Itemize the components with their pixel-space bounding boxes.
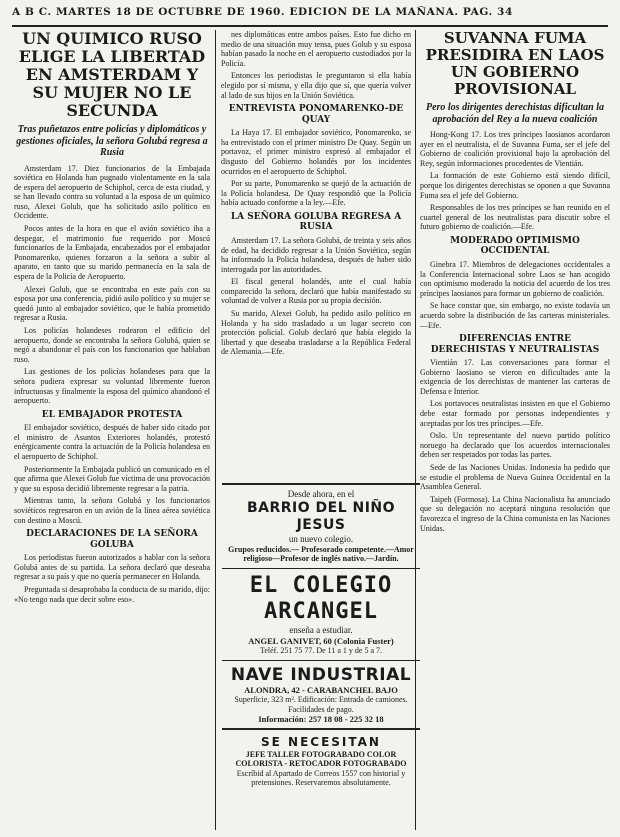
ad-address: ANGEL GANIVET, 60 (Colonia Fuster) (248, 636, 394, 646)
deck-suvanna: Pero los dirigentes derechistas dificultan la aprobación del Rey a la nueva coalición (425, 102, 605, 125)
ad-description: Superficie, 323 m². Edificación: Entrada de camiones. Facilidades de pago. (234, 695, 408, 714)
ad-address: ALONDRA, 42 - CARABANCHEL BAJO (244, 685, 398, 695)
headline-quimico: UN QUIMICO RUSO ELIGE LA LIBERTAD EN AMSTERDAM Y SU MUJER NO LE SECUNDA (18, 30, 206, 120)
ad-note: Escríbid al Apartado de Correos 1557 con historial y pretensiones. Reservaremos absolutamente. (236, 768, 406, 787)
ad-divider (222, 660, 420, 662)
ad-description: Grupos reducidos.— Profesorado competente.—Amor religioso—Profesor de inglés nativo.—Jardín. (228, 544, 414, 563)
column-rule-left (215, 30, 216, 830)
paragraph: Alexei Golub, que se encontraba en este país con su esposa por una conferencia, pidió asilo político y su mujer se quedó junto al embajador soviético, que le había prometido regresar a Rusia. (14, 284, 210, 323)
subhead-embajador: EL EMBAJADOR PROTESTA (41, 409, 183, 420)
paragraph: Taipeh (Formosa). La China Nacionalista ha anunciado que su delegación no aceptará ninguna resolución que favorezca el ingreso de la China comunista en las Naciones Unidas. (420, 494, 610, 533)
subhead-entrevista: ENTREVISTA PONOMARENKO-DE QUAY (228, 104, 404, 125)
paragraph: Oslo. Un representante del nuevo partido político noruego ha declarado que los acuerdos internacionales deben ser respetados por todas las partes. (420, 431, 610, 460)
ad-title: BARRIO DEL NIÑO JESUS (246, 499, 396, 533)
headline-suvanna: SUVANNA FUMA PRESIDIRA EN LAOS UN GOBIERNO PROVISIONAL (425, 30, 605, 98)
column-middle (221, 30, 411, 480)
paragraph: Preguntada si desaprobaba la conducta de su marido, dijo: «No tengo nada que decir sobre eso». (14, 584, 210, 604)
subhead-golubа-regresa: LA SEÑORA GOLUBA REGRESA A RUSIA (230, 211, 402, 233)
paragraph: Amsterdam 17. La señora Golubá, de treinta y seis años de edad, ha decidido regresar a la Unión Soviética, según ha informado la Policía holandesa, después de haber sido interrogada por las autoridades. (221, 235, 411, 274)
ad-phone: Información: 257 18 08 - 225 32 18 (258, 714, 384, 724)
paragraph: Mientras tanto, la señora Golubá y los funcionarios soviéticos regresaron en un avión de la línea aérea soviética con destino a Moscú. (14, 496, 210, 525)
paragraph: Vientián 17. Las conversaciones para formar el Gobierno laosiano se vieron en dificultades ante la exigencia de los derechistas de mantener las carteras de Defensa e Interior. (420, 358, 610, 396)
ad-title: SE NECESITAN (261, 734, 381, 749)
column-left (14, 30, 210, 835)
subhead-diferencias: DIFERENCIAS ENTRE DERECHISTAS Y NEUTRALISTAS (430, 334, 600, 355)
ad-description: JEFE TALLER FOTOGRABADO COLOR COLORISTA - RETOCADOR FOTOGRABADO (235, 749, 407, 768)
deck-quimico: Tras puñetazos entre policías y diplomáticos y gestiones oficiales, la señora Golubá regresa a Rusia (16, 124, 208, 158)
ad-phone: Teléf. 251 75 77. De 11 a 1 y de 5 a 7. (260, 646, 382, 655)
subhead-optimismo: MODERADO OPTIMISMO OCCIDENTAL (450, 235, 580, 257)
classified-ads (222, 483, 420, 833)
ad-divider (222, 728, 420, 730)
paragraph: El fiscal general holandés, ante el cual había comparecido la señora, declaró que había manifestado su voluntad de volver a Rusia por su propia decisión. (221, 277, 411, 306)
paragraph: Hong-Kong 17. Los tres príncipes laosianos acordaron ayer en el neutralista, el de Suvanna Fuma, ser el jefe del Gobierno de coalición provisional bajo la aprobación del Rey, según informaciones procedentes de Vientián. (420, 130, 610, 168)
ad-title-line2: ARCANGEL (264, 599, 378, 624)
ad-title: NAVE INDUSTRIAL (230, 665, 412, 685)
paragraph: Posteriormente la Embajada publicó un comunicado en el que afirma que Alexei Golub fue víctima de una provocación y que su esposa decidió libremente regresar a la patria. (14, 464, 210, 493)
paragraph: Por su parte, Ponomarenko se quejó de la actuación de la Policía holandesa. De Quay respondió que la Policía había actuado conforme a la ley.—Efe. (221, 179, 411, 208)
subhead-declaraciones: DECLARACIONES DE LA SEÑORA GOLUBA (26, 529, 198, 550)
paragraph: La Haya 17. El embajador soviético, Ponomarenko, se ha entrevistado con el primer ministro De Quay. Según un portavoz, el primer ministro expresó al embajador el disgusto del Gobierno holandés por los incidentes ocurridos en el aeropuerto de Schiphol. (221, 128, 411, 176)
paragraph: Pocos antes de la hora en que el avión soviético iba a despegar, el matrimonio fue requerido por Moscú funcionarios de la Embajada, encabezados por el embajador Ponomarenko, quienes forzaron a la señora a subir al aparato, en tanto que su marido permanecía en la sala de espera de la Policía de Aeropuerto. (14, 224, 210, 282)
page-masthead: A B C. MARTES 18 DE OCTUBRE DE 1960. EDICION DE LA MAÑANA. PAG. 34 (12, 6, 513, 18)
paragraph: Los portavoces neutralistas insisten en que el Gobierno debe estar formado por personas independientes y aceptadas por los tres príncipes.—Efe. (420, 399, 610, 428)
paragraph: nes diplomáticas entre ambos países. Esto fue dicho en medio de una situación muy tensa, pues Golub y su esposa habían pasado la noche en el aeropuerto custodiados por la Policía. (221, 30, 411, 68)
paragraph: Sede de las Naciones Unidas. Indonesia ha pedido que se estudie el problema de Nueva Guinea Occidental en la Asamblea General. (420, 463, 610, 492)
paragraph: Las gestiones de los policías holandeses para que la señora pudiera expresar su voluntad libremente fueron infructuosas y finalmente la esposa del químico abandonó el aeropuerto. (14, 367, 210, 406)
paragraph: El embajador soviético, después de haber sido citado por el ministro de Asuntos Exteriores holandés, protestó enérgicamente contra la actuación de la Policía holandesa en el aeropuerto de Schiphol. (14, 423, 210, 462)
ad-intro: Desde ahora, en el (287, 488, 355, 499)
column-right (420, 30, 610, 835)
paragraph: Su marido, Alexei Golub, ha pedido asilo político en Holanda y ha sido trasladado a un lugar secreto con protección policial. Golub declaró que había elegido la libertad y que deseaba trasladarse a la República Federal de Alemania.—Efe. (221, 309, 411, 357)
ad-se-necesitan (222, 734, 420, 788)
ad-colegio-arcangel (222, 573, 420, 656)
ad-barrio-nino-jesus (222, 489, 420, 564)
paragraph: Se hace constar que, sin embargo, no existe todavía un acuerdo sobre la distribución de las carteras ministeriales.—Efe. (420, 301, 610, 330)
ad-divider (222, 568, 420, 570)
paragraph: Entonces los periodistas le preguntaron si ella había elegido por sí misma, y ella dijo que sí, que quería volver al lado de sus hijos en la Unión Soviética. (221, 71, 411, 100)
ad-nave-industrial (222, 665, 420, 724)
paragraph: La formación de este Gobierno está siendo difícil, porque los dirigentes derechistas se oponen a que Suvanna Fuma sea el jefe del Gobierno. (420, 171, 610, 200)
ad-divider (222, 483, 420, 485)
paragraph: Los policías holandeses rodearon el edificio del aeropuerto, donde se encontraba la señora Golubá, quien se negó a abandonar el país con los funcionarios que hablaban ruso. (14, 326, 210, 364)
masthead-rule (12, 25, 608, 27)
paragraph: Ginebra 17. Miembros de delegaciones occidentales a la Conferencia Internacional sobre Laos se han acogido con optimismo moderado la noticia del acuerdo de los tres príncipes laosianos para formar un gobierno de coalición. (420, 259, 610, 298)
ad-title-line1: EL COLEGIO (249, 573, 393, 598)
paragraph: Los periodistas fueron autorizados a hablar con la señora Golubá antes de su partida. La señora declaró que deseaba regresar a su país y que no quería permanecer en Holanda. (14, 553, 210, 582)
ad-tagline: enseña a estudiar. (289, 625, 353, 635)
paragraph: Amsterdam 17. Diez funcionarios de la Embajada soviética en Holanda han pugnado violentamente en la sala de espera del aeropuerto de Schiphol, cerca de esta ciudad, y se han llevado contra su voluntad a la esposa de un químico ruso, Alexei Golub, que ha solicitado asilo político en Occidente. (14, 163, 210, 221)
ad-subline: un nuevo colegio. (288, 533, 354, 544)
paragraph: Responsables de los tres príncipes se han reunido en el cuartel general de los neutralistas para discutir sobre el futuro gobierno de coalición.—Efe. (420, 203, 610, 232)
